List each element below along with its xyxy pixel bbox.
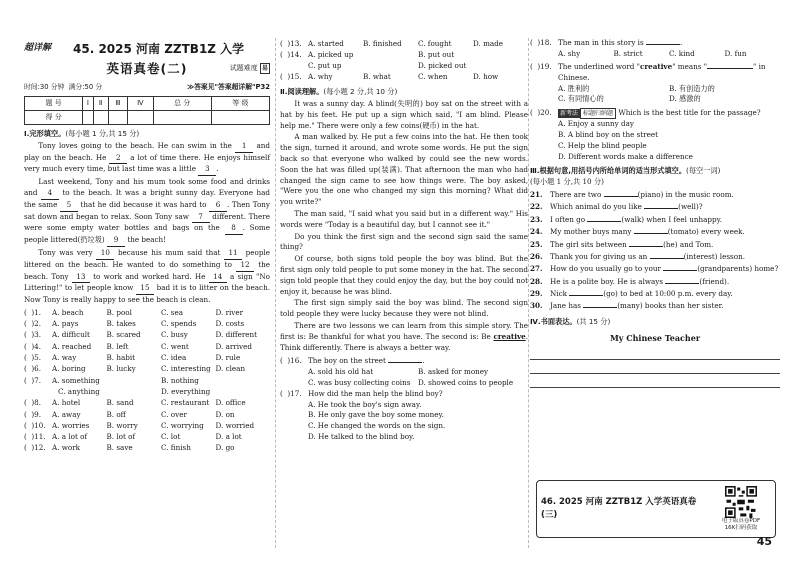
score-cell: Ⅰ — [83, 96, 93, 110]
left-column — [24, 40, 270, 454]
reading-paragraph-1: It was a sunny day. A blind(失明的) boy sat on the street with a hat by his feet. He put up a sign which said, "I am blind. Please help me." There were only a few coins(硬币) in the hat. — [280, 98, 528, 130]
question-5[interactable]: ( )5. A. way B. habit C. idea D. rule — [24, 353, 241, 363]
fill-item-26[interactable]: 26. Thank you for giving us an (interest) lesson. — [530, 251, 745, 261]
column-divider — [275, 38, 276, 548]
quoted-word: creative — [639, 62, 673, 72]
score-table-header-row — [25, 96, 270, 110]
question-6[interactable]: ( )6. A. boring B. lucky C. interesting D. clean — [24, 364, 246, 374]
section-3-title — [530, 166, 780, 177]
section-note: (共 15 分) — [576, 316, 611, 326]
question-2[interactable]: ( )2. A. pays B. takes C. spends D. costs — [24, 319, 245, 329]
question-14[interactable]: ( )14. A. picked up B. put out — [280, 49, 455, 59]
score-input-cell[interactable] — [128, 110, 153, 124]
section-4-title — [530, 317, 780, 328]
question-9[interactable]: ( )9. A. away B. off C. over D. on — [24, 409, 235, 419]
question-3[interactable]: ( )3. A. difficult B. scared C. busy D. different — [24, 330, 258, 340]
section-title-text: Ⅱ.阅读理解。 — [280, 87, 324, 97]
difficulty — [230, 63, 270, 74]
section-title-text: Ⅳ.书面表达。 — [530, 316, 577, 326]
section-note: (每小题 1 分,共 15 分) — [65, 128, 140, 138]
fill-item-27[interactable]: 27. How do you usually go to your (grandparents) home? — [530, 264, 779, 274]
question-17[interactable]: ( )17. How did the man help the blind boy? A. He took the boy's sign away. B. He only gave the boy some money. C. He changed the words on the sign. D. He talked to the blind boy. — [280, 388, 446, 441]
fill-item-24[interactable]: 24. My mother buys many (tomato) every week. — [530, 227, 745, 237]
fill-item-25[interactable]: 25. The girl sits between (he) and Tom. — [530, 239, 714, 249]
cloze-paragraph-1: Tony loves going to the beach. He can swim in the 1 and play on the beach. He 2 a lot of time there. He enjoys himself very much every time, but last time was a little 3 . — [24, 141, 270, 176]
reading-paragraph-3: The man said, "I said what you said but in a different way." His words were "Today is a beautiful day, but I cannot see it." — [280, 208, 528, 229]
exam-time: 时间:30 分钟 — [24, 82, 65, 91]
score-cell: 等 级 — [211, 96, 269, 110]
new-format-badge: 新考法 — [560, 110, 579, 118]
score-table — [24, 96, 270, 125]
question-7[interactable]: ( )7. A. something B. nothing — [24, 375, 199, 385]
question-18[interactable]: ( )18. The man in this story is . A. shy B. strict C. kind D. fun — [530, 38, 747, 59]
section-note-2: (每小题 1 分,共 10 分) — [530, 177, 604, 187]
score-input-cell[interactable] — [153, 110, 211, 124]
section-note: (每空一词) — [686, 166, 721, 176]
fill-item-22[interactable]: 22. Which animal do you like (well)? — [530, 202, 703, 212]
writing-line[interactable] — [530, 346, 780, 360]
score-cell: 题 号 — [25, 96, 83, 110]
reading-paragraph-5: Of course, both signs told people the boy was blind. But the first sign only told people to put some money in the hat. The second sign told people that they could enjoy the day, but the boy could not enjoy it, because he was blind. — [280, 254, 528, 296]
score-cell: Ⅳ — [128, 96, 153, 110]
fill-in-list — [530, 189, 780, 313]
question-type-tag: 标题归纳题 — [580, 108, 616, 119]
difficulty-label: 试题难度 — [229, 63, 258, 72]
fill-item-29[interactable]: 29. Nick (go) to bed at 10:00 p.m. every day. — [530, 289, 733, 299]
cloze-paragraph-2: Last weekend, Tony and his mum took some food and drinks and 4 to the beach. It was a bright sunny day. Everyone had the same 5 that he did because it was hard to 6 . Then Tony sat down and began to relax. Soon Tony saw 7 different. There were some empty water bottles and bags on the 8 . Some people littered(扔垃圾) 9 the beach! — [24, 177, 270, 247]
fill-item-21[interactable]: 21. There are two (piano) in the music room. — [530, 190, 734, 200]
middle-column — [280, 38, 528, 443]
paper-subtitle: 英语真卷(二) — [106, 61, 188, 76]
question-19[interactable]: ( )19. The underlined word "creative" means " " in Chinese. A. 胜利的 B. 有创造力的 C. 有同情心的 D. 感激的 — [530, 62, 766, 104]
score-table-score-row — [25, 110, 270, 124]
section-note: (每小题 2 分,共 10 分) — [323, 87, 398, 97]
question-14-cont: C. put up D. picked out — [308, 61, 467, 71]
underlined-word: creative — [493, 331, 526, 341]
exam-meta — [24, 82, 270, 92]
question-4[interactable]: ( )4. A. reached B. left C. went D. arrived — [24, 341, 252, 351]
section-title-text: Ⅲ.根据句意,用括号内所给单词的适当形式填空。 — [530, 166, 687, 176]
score-cell: 得 分 — [25, 110, 83, 124]
score-input-cell[interactable] — [211, 110, 269, 124]
question-7-cont: C. anything D. everything — [58, 386, 211, 396]
score-input-cell[interactable] — [83, 110, 93, 124]
score-cell: Ⅱ — [93, 96, 108, 110]
next-paper-box — [536, 480, 776, 538]
reading-paragraph-2: A man walked by. He put a few coins into the hat. He then took the sign, turned it around, and wrote some words. He put the sign back so that everyone who walked by could see the new words. Soon the hat was filled up(装满). That afternoon the man who had changed the sign came to see how things were. The boy asked, "Were you the one who changed my sign this morning? What did you write?" — [280, 132, 528, 207]
qr-caption-2: 16K扫码获取 — [724, 525, 758, 531]
question-10[interactable]: ( )10. A. worries B. worry C. worrying D. worried — [24, 420, 255, 430]
question-20[interactable]: ( )20. 新考法 标题归纳题 Which is the best title for the passage? A. Enjoy a sunny day B. A blind boy on the street C. Help the blind people D. Different words make a difference — [530, 108, 761, 161]
qr-code-icon[interactable] — [725, 486, 757, 518]
score-cell: 总 分 — [153, 96, 211, 110]
next-paper-title: 46. 2025 河南 ZZTB1Z 入学英语真卷(三) — [541, 497, 697, 520]
writing-lines[interactable] — [530, 346, 780, 388]
fill-item-28[interactable]: 28. He is a polite boy. He is always (friend). — [530, 276, 730, 286]
question-12[interactable]: ( )12. A. work B. save C. finish D. go — [24, 443, 235, 453]
reading-paragraph-6: The first sign simply said the boy was blind. The second sign told people they were lucky because they were not blind. — [280, 298, 528, 319]
section-title-text: Ⅰ.完形填空。 — [24, 128, 66, 138]
right-column — [530, 38, 780, 388]
cloze-options — [24, 308, 270, 454]
question-11[interactable]: ( )11. A. a lot of B. lot of C. lot D. a lot — [24, 432, 242, 442]
qr-caption-1: 电子版真卷PDF — [721, 517, 761, 524]
score-input-cell[interactable] — [93, 110, 108, 124]
score-input-cell[interactable] — [108, 110, 128, 124]
page-number: 45 — [756, 534, 772, 548]
fill-item-23[interactable]: 23. I often go (walk) when I feel unhappy. — [530, 214, 722, 224]
writing-title: My Chinese Teacher — [609, 332, 701, 343]
difficulty-mark: 易 — [261, 64, 268, 72]
score-cell: Ⅲ — [108, 96, 128, 110]
question-13[interactable]: ( )13. A. started B. finished C. fought D. made — [280, 38, 504, 48]
reading-paragraph-7: There are two lessons we can learn from this simple story. The first is: Be thankful for what you have. The second is: Be creative. Think differently. There is always a better way. — [280, 320, 528, 352]
full-score: 满分:50 分 — [68, 82, 103, 91]
section-2-title — [280, 87, 528, 98]
cloze-paragraph-3: Tony was very 10 because his mum said that 11 people littered on the beach. He wanted to do something to 12 the beach. Tony 13 to work and worked hard. He 14 a sign "No Littering!" to let people know 15 bad it is to litter on the beach. Now Tony is really happy to see the beach is clean. — [24, 247, 270, 305]
writing-line[interactable] — [530, 374, 780, 388]
section-1-title — [24, 129, 270, 140]
writing-line[interactable] — [530, 360, 780, 374]
reading-paragraph-4: Do you think the first sign and the second sign said the same thing? — [280, 231, 528, 252]
answer-reference: ≫答案见"答案超详解"P32 — [186, 82, 270, 91]
paper-title: 45. 2025 河南 ZZTB1Z 入学 — [73, 42, 245, 56]
logo: 超详解 — [24, 43, 52, 54]
fill-item-30[interactable]: 30. Jane has (many) books than her sister. — [530, 301, 724, 311]
question-1[interactable]: ( )1. A. beach B. pool C. sea D. river — [24, 307, 244, 317]
question-15[interactable]: ( )15. A. why B. what C. when D. how — [280, 72, 499, 82]
paper-title-row — [24, 40, 270, 58]
question-16[interactable]: ( )16. The boy on the street . A. sold his old hat B. asked for money C. was busy collecting coins D. showed coins to people — [280, 356, 514, 387]
column-divider — [528, 38, 529, 548]
question-8[interactable]: ( )8. A. hotel B. sand C. restaurant D. office — [24, 398, 246, 408]
